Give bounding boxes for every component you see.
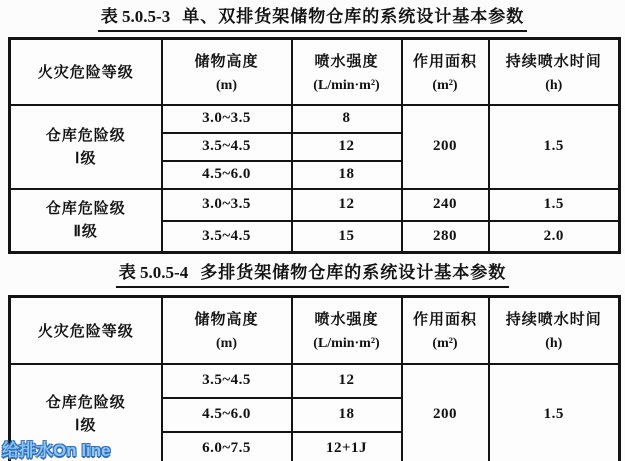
table2-header-row [10, 297, 620, 364]
watermark-text: 给排水On line [2, 441, 111, 460]
spray-duration-cell: 1.5 [489, 364, 620, 461]
spray-intensity-cell: 15 [292, 221, 402, 253]
storage-height-unit: (m) [216, 77, 237, 93]
hazard-class-line2: Ⅰ级 [75, 149, 97, 167]
spray-intensity-cell: 18 [292, 398, 402, 432]
spray-intensity-cell: 18 [292, 161, 402, 189]
hazard-class-line1: 仓库危险级 [45, 200, 126, 218]
storage-height-cell: 3.5~4.5 [162, 221, 292, 253]
table2-title [0, 254, 625, 288]
storage-height-header [162, 39, 292, 105]
storage-height-cell: 3.0~3.5 [162, 189, 292, 221]
spray-duration-header [489, 297, 620, 364]
table-row [10, 364, 620, 398]
action-area-label: 作用面积 [412, 52, 477, 70]
spray-intensity-unit: (L/min·m²) [313, 77, 380, 93]
hazard-class-cell [10, 189, 162, 253]
storage-height-unit: (m) [216, 336, 237, 352]
spray-duration-unit: (h) [545, 77, 563, 93]
table1-header-row [10, 39, 620, 105]
action-area-header [402, 39, 489, 105]
table-row [10, 105, 620, 133]
storage-height-cell: 4.5~6.0 [162, 398, 292, 432]
spray-duration-header [489, 39, 620, 105]
spray-intensity-cell: 12 [292, 189, 402, 221]
hazard-class-line2: Ⅰ级 [75, 417, 97, 435]
table1-title-text: 单、双排货架储物仓库的系统设计基本参数 [182, 7, 525, 26]
spray-intensity-label: 喷水强度 [314, 52, 379, 70]
action-area-cell: 280 [402, 221, 489, 253]
storage-height-header [162, 297, 292, 364]
fire-hazard-class-header [10, 39, 162, 105]
spray-duration-label: 持续喷水时间 [505, 311, 602, 329]
action-area-header [402, 297, 489, 364]
action-area-cell: 240 [402, 189, 489, 221]
hazard-class-cell [10, 105, 162, 189]
action-area-cell: 200 [402, 364, 489, 461]
table1-title-number: 表 5.0.5-3 [100, 7, 171, 26]
table1-title [0, 0, 625, 32]
spray-intensity-cell: 12 [292, 133, 402, 161]
spray-intensity-cell: 12+1J [292, 432, 402, 461]
table-5-0-5-3 [8, 37, 621, 254]
spray-duration-cell: 1.5 [489, 189, 620, 221]
spray-intensity-header [292, 297, 402, 364]
hazard-class-line1: 仓库危险级 [45, 126, 126, 144]
spray-intensity-header [292, 39, 402, 105]
fire-hazard-class-label: 火灾危险等级 [37, 64, 134, 82]
table2-title-number: 表 5.0.5-4 [118, 263, 189, 282]
storage-height-cell: 6.0~7.5 [162, 432, 292, 461]
spray-duration-cell: 2.0 [489, 221, 620, 253]
hazard-class-line2: Ⅱ级 [73, 223, 98, 241]
spray-duration-label: 持续喷水时间 [505, 52, 602, 70]
storage-height-label: 储物高度 [194, 311, 259, 329]
fire-hazard-class-header [10, 297, 162, 364]
fire-hazard-class-label: 火灾危险等级 [37, 322, 134, 340]
storage-height-cell: 3.5~4.5 [162, 133, 292, 161]
storage-height-cell: 3.0~3.5 [162, 105, 292, 133]
action-area-cell: 200 [402, 105, 489, 189]
action-area-label: 作用面积 [412, 311, 477, 329]
spray-intensity-cell: 8 [292, 105, 402, 133]
action-area-unit: (m²) [432, 77, 458, 93]
storage-height-cell: 3.5~4.5 [162, 364, 292, 398]
hazard-class-line1: 仓库危险级 [45, 394, 126, 412]
table2-title-text: 多排货架储物仓库的系统设计基本参数 [200, 263, 507, 282]
spray-duration-unit: (h) [545, 336, 563, 352]
spray-intensity-cell: 12 [292, 364, 402, 398]
table-row [10, 189, 620, 221]
spray-intensity-unit: (L/min·m²) [313, 336, 380, 352]
spray-intensity-label: 喷水强度 [314, 311, 379, 329]
storage-height-cell: 4.5~6.0 [162, 161, 292, 189]
spray-duration-cell: 1.5 [489, 105, 620, 189]
action-area-unit: (m²) [432, 336, 458, 352]
storage-height-label: 储物高度 [194, 52, 259, 70]
